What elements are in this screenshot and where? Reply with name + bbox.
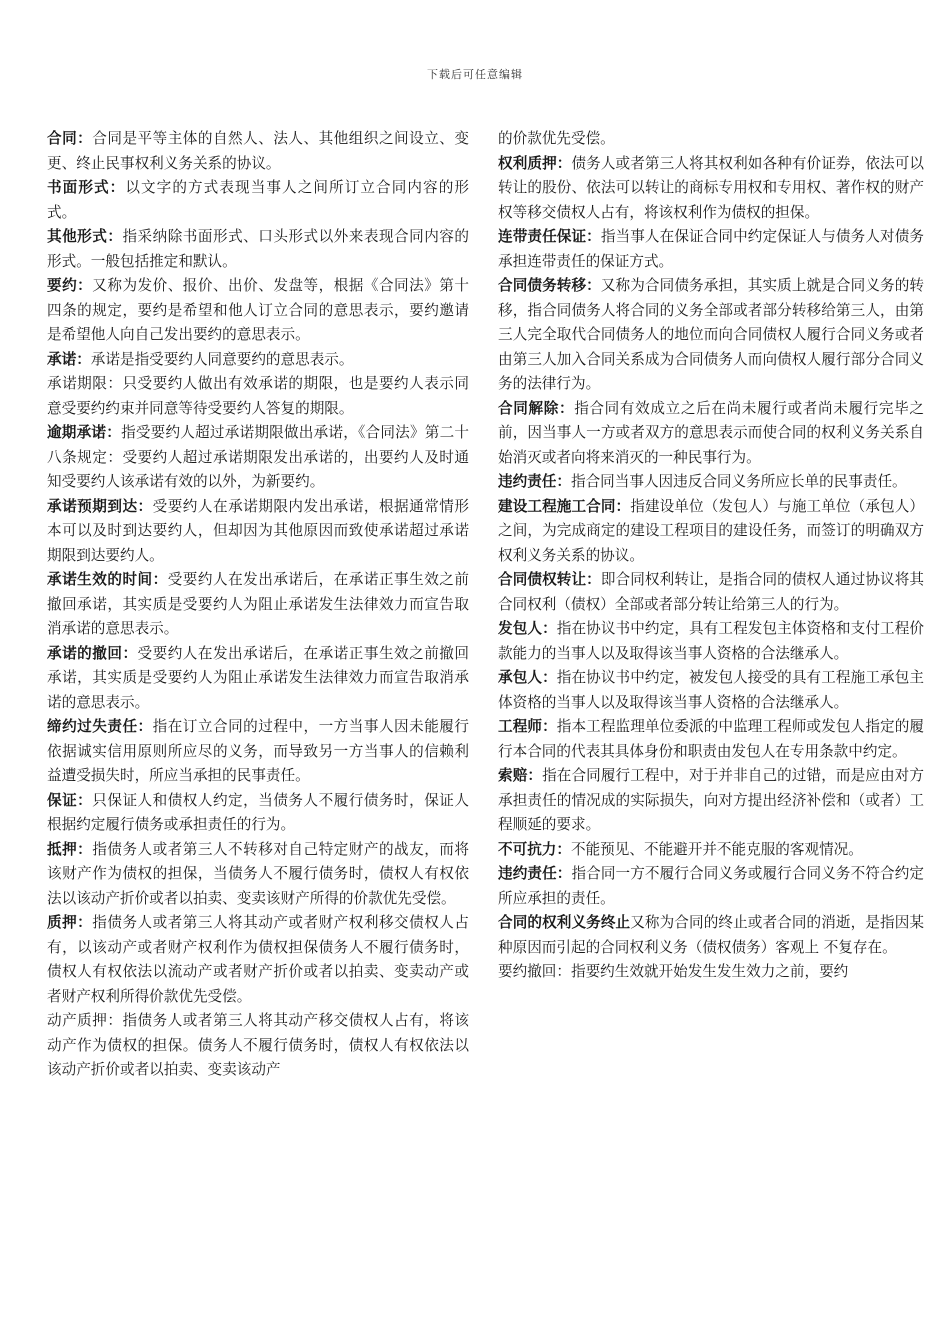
definition-term: 合同债权转让： — [498, 571, 601, 588]
definition-text: 的价款优先受偿。 — [498, 130, 615, 147]
definition-entry — [498, 960, 924, 985]
definition-entry — [498, 274, 924, 397]
definition-text: 承诺是指受要约人同意要约的意思表示。 — [90, 350, 354, 368]
definition-entry — [498, 152, 924, 226]
definition-term: 承诺的撤回： — [47, 644, 138, 662]
definition-term: 权利质押： — [498, 154, 572, 172]
definition-entry — [498, 617, 924, 666]
definition-term: 缔约过失责任： — [47, 718, 153, 735]
definition-entry — [47, 838, 469, 912]
definition-term: 质押： — [47, 914, 93, 931]
definition-text: 指在订立合同的过程中，一方当事人因未能履行依据诚实信用原则所应尽的义务，而导致另一方当事人的信赖利益遭受损失时，所应当承担的民事责任。 — [47, 718, 469, 784]
definition-term: 逾期承诺： — [47, 424, 122, 441]
definition-term: 承诺： — [47, 350, 91, 368]
definition-text: 指受要约人超过承诺期限做出承诺，《合同法》第二十八条规定：受要约人超过承诺期限发出承诺的，出要约人及时通知受要约人该承诺有效的以外，为新要约。 — [47, 424, 469, 490]
definition-text: 指本工程监理单位委派的中监理工程师或发包人指定的履行本合同的代表其具体身份和职责由发包人在专用条款中约定。 — [498, 718, 924, 760]
definition-text: 指当事人在保证合同中约定保证人与债务人对债务承担连带责任的保证方式。 — [498, 228, 924, 270]
definition-entry — [498, 568, 924, 617]
definition-text: 又称为合同债务承担，其实质上就是合同义务的转移，指合同债务人将合同的义务全部或者部分转移给第三人，由第三人完全取代合同债务人的地位而向合同债权人履行合同义务或者由第三人加入合同关系成为合同债务人而向债权人履行部分合同义务的法律行为。 — [498, 277, 924, 392]
definition-entry — [47, 789, 469, 838]
definition-entry — [498, 862, 924, 911]
definition-term: 工程师： — [498, 718, 557, 735]
definition-term: 承诺期限： — [47, 375, 123, 392]
definition-entry — [498, 470, 924, 495]
definition-text: 以文字的方式表现当事人之间所订立合同内容的形式。 — [47, 179, 469, 221]
definition-entry — [47, 127, 469, 176]
definition-entry — [498, 764, 924, 838]
definition-entry — [47, 715, 469, 789]
definition-text: 指建设单位（发包人）与施工单位（承包人）之间，为完成商定的建设工程项目的建设任务，而签订的明确双方权利义务关系的协议。 — [498, 497, 924, 564]
definition-term: 不可抗力： — [498, 840, 571, 858]
definition-term: 其他形式： — [47, 228, 123, 245]
definition-term: 索赔： — [498, 767, 543, 784]
definition-text: 受要约人在发出承诺后，在承诺正事生效之前撤回承诺，其实质是受要约人为阻止承诺发生法律效力而宣告取消承诺的意思表示。 — [47, 571, 469, 637]
definition-text: 指在协议书中约定，被发包人接受的具有工程施工承包主体资格的当事人以及取得该当事人资格的合法继承人。 — [498, 669, 924, 711]
definition-text: 即合同权利转让，是指合同的债权人通过协议将其合同权利（债权）全部或者部分转让给第三人的行为。 — [498, 571, 924, 613]
definition-entry — [47, 568, 469, 642]
definition-entry — [498, 225, 924, 274]
definition-term: 抵押： — [47, 840, 93, 858]
definition-text: 受要约人在发出承诺后，在承诺正事生效之前撤回承诺，其实质是受要约人为阻止承诺发生法律效力而宣告取消承诺的意思表示。 — [47, 644, 469, 711]
definition-text: 指债务人或者第三人不转移对自己特定财产的战友，而将该财产作为债权的担保，当债务人不履行债务时，债权人有权依法以该动产折价或者以拍卖、变卖该财产所得的价款优先受偿。 — [47, 840, 469, 907]
definition-text: 不能预见、不能避开并不能克服的客观情况。 — [570, 840, 863, 858]
definition-entry — [47, 1009, 469, 1083]
definition-entry — [498, 911, 924, 960]
definition-text: 又称为发价、报价、出价、发盘等，根据《合同法》第十四条的规定，要约是希望和他人订立合同的意思表示，要约邀请是希望他人向自己发出要约的意思表示。 — [47, 277, 469, 343]
definition-text: 指在协议书中约定，具有工程发包主体资格和支付工程价款能力的当事人以及取得该当事人资格的合法继承人。 — [498, 620, 924, 662]
definition-term: 合同的权利义务终止 — [498, 914, 631, 931]
definition-term: 承包人： — [498, 669, 557, 686]
definition-text: 指合同当事人因违反合同义务所应长单的民事责任。 — [570, 473, 907, 490]
definition-term: 违约责任： — [498, 865, 572, 882]
definition-term: 要约撤回： — [498, 963, 571, 980]
definition-entry — [498, 666, 924, 715]
definition-term: 发包人： — [498, 620, 557, 637]
definition-entry — [47, 495, 469, 569]
definition-entry — [47, 225, 469, 274]
definition-text: 指债务人或者第三人将其动产或者财产权利移交债权人占有，以该动产或者财产权利作为债权担保债务人不履行债务时，债权人有权依法以流动产或者财产折价或者以拍卖、变卖动产或者财产权利所得价款优先受偿。 — [47, 914, 469, 1005]
definition-entry — [498, 397, 924, 471]
page-header: 下载后可任意编辑 — [427, 68, 523, 81]
definition-term: 连带责任保证： — [498, 228, 601, 245]
definition-text: 只受要约人做出有效承诺的期限，也是要约人表示同意受要约约束并同意等待受要约人答复的期限。 — [47, 375, 469, 417]
definition-entry — [498, 495, 924, 569]
definition-entry — [47, 348, 469, 373]
definition-term: 书面形式： — [47, 179, 126, 196]
definition-text: 指合同有效成立之后在尚未履行或者尚未履行完毕之前，因当事人一方或者双方的意思表示而使合同的权利义务关系自始消灭或者向将来消灭的一种民事行为。 — [498, 399, 924, 466]
definition-term: 动产质押： — [47, 1012, 123, 1029]
definition-term: 要约： — [47, 277, 93, 294]
left-column — [47, 127, 469, 1083]
definition-entry — [47, 911, 469, 1009]
definition-term: 合同： — [47, 130, 93, 147]
definition-text: 又称为合同的终止或者合同的消逝，是指因某种原因而引起的合同权利义务（债权债务）客观上 不复存在。 — [498, 914, 924, 956]
definition-term: 建设工程施工合同： — [498, 497, 631, 515]
definition-text: 指要约生效就开始发生发生效力之前，要约 — [570, 963, 849, 980]
definition-text: 指采纳除书面形式、口头形式以外来表现合同内容的形式。一般包括推定和默认。 — [47, 228, 469, 270]
definition-entry — [47, 372, 469, 421]
definition-text: 只保证人和债权人约定，当债务人不履行债务时，保证人根据约定履行债务或承担责任的行为。 — [47, 791, 469, 833]
definition-entry — [47, 642, 469, 716]
definition-term: 违约责任： — [498, 473, 571, 490]
definition-text: 指在合同履行工程中，对于并非自己的过错，而是应由对方承担责任的情况成的实际损失，向对方提出经济补偿和（或者）工程顺延的要求。 — [498, 767, 924, 833]
definition-term: 合同债务转移： — [498, 277, 601, 294]
definition-text: 合同是平等主体的自然人、法人、其他组织之间设立、变更、终止民事权利义务关系的协议。 — [47, 130, 469, 172]
definition-entry — [498, 838, 924, 863]
definition-entry — [498, 715, 924, 764]
definition-text: 指合同一方不履行合同义务或履行合同义务不符合约定所应承担的责任。 — [498, 865, 924, 907]
definition-entry — [47, 274, 469, 348]
definition-term: 合同解除： — [498, 399, 575, 417]
definition-text: 债务人或者第三人将其权利如各种有价证券，依法可以转让的股份、依法可以转让的商标专用权和专用权、著作权的财产权等移交债权人占有，将该权利作为债权的担保。 — [498, 154, 924, 221]
definition-text: 受要约人在承诺期限内发出承诺，根据通常情形本可以及时到达要约人，但却因为其他原因而致使承诺超过承诺期限到达要约人。 — [47, 497, 469, 564]
definition-term: 承诺预期到达： — [47, 497, 153, 515]
definition-entry — [498, 127, 924, 152]
definition-term: 保证： — [47, 791, 93, 809]
definition-entry — [47, 421, 469, 495]
definition-text: 指债务人或者第三人将其动产移交债权人占有，将该动产作为债权的担保。债务人不履行债务时，债权人有权依法以该动产折价或者以拍卖、变卖该动产 — [47, 1012, 469, 1078]
definition-term: 承诺生效的时间： — [47, 571, 168, 588]
right-column — [498, 127, 924, 985]
definition-entry — [47, 176, 469, 225]
